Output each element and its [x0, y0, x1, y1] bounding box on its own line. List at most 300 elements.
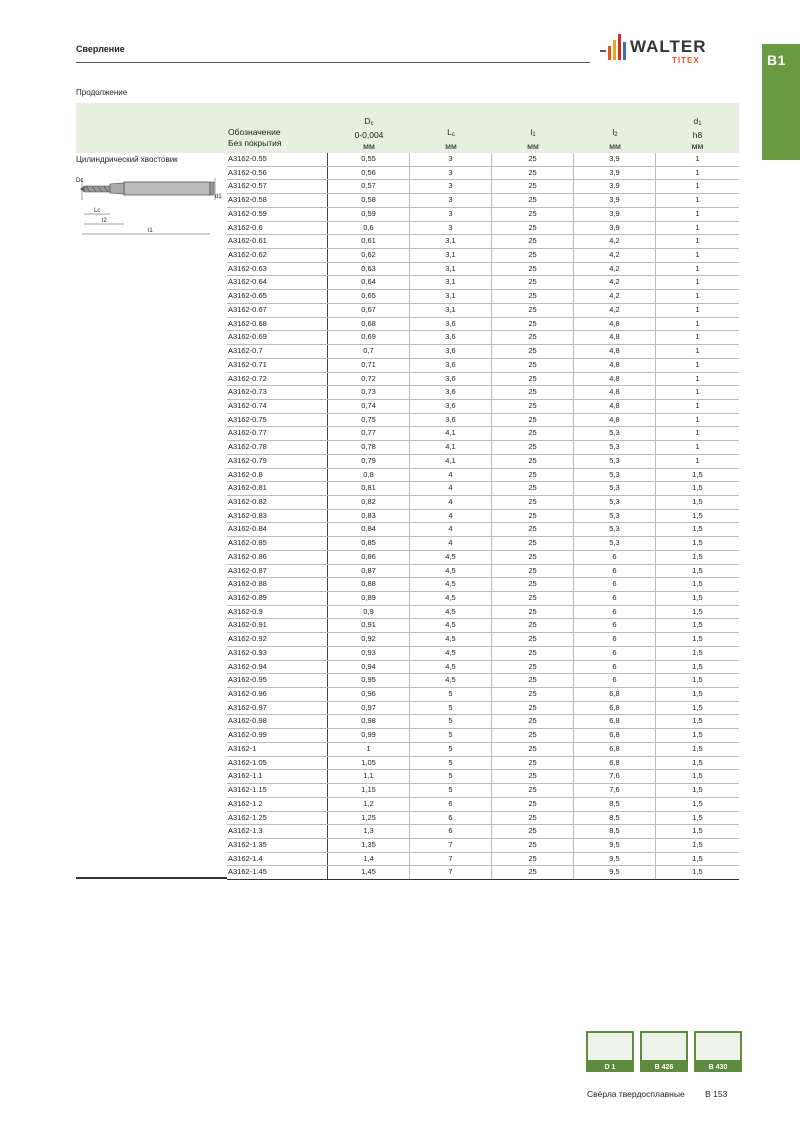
table-cell: 25	[492, 222, 574, 235]
table-cell: 25	[492, 427, 574, 440]
table-cell: 0,71	[328, 359, 410, 372]
table-cell: 0,92	[328, 633, 410, 646]
table-cell: 6	[574, 565, 656, 578]
table-row	[227, 194, 739, 208]
table-cell: 25	[492, 235, 574, 248]
table-row	[227, 441, 739, 455]
table-row	[227, 661, 739, 675]
table-cell: 4	[410, 496, 492, 509]
continuation-label: Продолжение	[76, 88, 128, 97]
table-cell: 25	[492, 167, 574, 180]
table-cell: 3,1	[410, 249, 492, 262]
table-cell: 9,5	[574, 866, 656, 879]
table-cell: A3162-0.93	[227, 647, 328, 660]
table-cell: 1	[695, 359, 700, 369]
table-cell: A3162-0.8	[227, 469, 328, 482]
table-cell: 1,5	[692, 839, 703, 849]
table-cell: 1	[695, 277, 700, 287]
table-cell: 1	[695, 442, 700, 452]
table-cell: 0,58	[328, 194, 410, 207]
table-cell: 1,5	[692, 826, 703, 836]
table-cell: 25	[492, 180, 574, 193]
table-cell: 0,56	[328, 167, 410, 180]
table-cell: 25	[492, 414, 574, 427]
column-header-l2: $l_2$ мм	[609, 127, 621, 151]
table-cell: 25	[492, 386, 574, 399]
table-cell: 0,69	[328, 331, 410, 344]
table-cell: 1,5	[692, 867, 703, 877]
table-cell: 7	[410, 853, 492, 866]
table-cell: 1,1	[328, 770, 410, 783]
table-cell: 4,5	[410, 647, 492, 660]
table-cell: 4,8	[574, 373, 656, 386]
table-cell: 0,55	[328, 153, 410, 166]
table-cell: 3,6	[410, 331, 492, 344]
table-cell: 1,5	[692, 689, 703, 699]
table-cell: A3162-0.88	[227, 578, 328, 591]
table-row	[227, 249, 739, 263]
table-cell: A3162-1.45	[227, 866, 328, 879]
table-cell: 0,82	[328, 496, 410, 509]
table-cell: 25	[492, 455, 574, 468]
table-cell: A3162-0.98	[227, 715, 328, 728]
table-cell: 25	[492, 496, 574, 509]
table-row	[227, 825, 739, 839]
table-cell: 3,9	[574, 222, 656, 235]
table-cell: 1	[695, 250, 700, 260]
table-cell: 6,8	[574, 715, 656, 728]
table-cell: 1,5	[692, 510, 703, 520]
table-cell: 3,6	[410, 359, 492, 372]
table-cell: 8,5	[574, 812, 656, 825]
table-cell: 0,91	[328, 619, 410, 632]
table-cell: A3162-0.92	[227, 633, 328, 646]
table-cell: 3	[410, 208, 492, 221]
table-cell: 5,3	[574, 427, 656, 440]
table-cell: 25	[492, 290, 574, 303]
table-cell: 25	[492, 592, 574, 605]
table-cell: A3162-1.2	[227, 798, 328, 811]
table-cell: 1,5	[692, 593, 703, 602]
table-cell: A3162-1.1	[227, 770, 328, 783]
table-cell: 0,67	[328, 304, 410, 317]
table-cell: 9,5	[574, 839, 656, 852]
walter-titex-logo	[600, 30, 750, 70]
table-cell: 1	[695, 222, 700, 232]
table-row	[227, 318, 739, 332]
table-cell: 7	[410, 839, 492, 852]
table-cell: 25	[492, 619, 574, 632]
table-cell: 6	[574, 674, 656, 687]
table-row	[227, 290, 739, 304]
table-row	[227, 757, 739, 771]
table-cell: 4,1	[410, 441, 492, 454]
table-cell: 0,81	[328, 482, 410, 495]
table-cell: 0,97	[328, 702, 410, 715]
table-cell: A3162-0.94	[227, 661, 328, 674]
table-row	[227, 743, 739, 757]
table-cell: A3162-0.83	[227, 510, 328, 523]
table-cell: 5	[410, 770, 492, 783]
table-cell: 5	[410, 688, 492, 701]
table-cell: 25	[492, 345, 574, 358]
table-row	[227, 674, 739, 688]
table-cell: 3	[410, 153, 492, 166]
table-cell: 6,8	[574, 757, 656, 770]
table-cell: 1	[695, 181, 700, 191]
table-cell: A3162-1.4	[227, 853, 328, 866]
table-cell: 1	[695, 387, 700, 397]
table-cell: 4,2	[574, 263, 656, 276]
table-row	[227, 770, 739, 784]
table-cell: A3162-0.9	[227, 606, 328, 619]
table-cell: 0,64	[328, 276, 410, 289]
table-cell: A3162-0.78	[227, 441, 328, 454]
table-cell: 0,87	[328, 565, 410, 578]
table-cell: 1,5	[692, 538, 703, 548]
table-cell: 6,8	[574, 688, 656, 701]
table-cell: A3162-0.89	[227, 592, 328, 605]
table-cell: 1	[695, 373, 700, 383]
table-cell: 1,5	[692, 812, 703, 822]
icon-label: B 430	[708, 1064, 728, 1071]
table-cell: 25	[492, 304, 574, 317]
table-cell: 1,5	[692, 606, 703, 616]
table-cell: 4	[410, 537, 492, 550]
reference-icons	[586, 1031, 742, 1072]
table-cell: 5,3	[574, 510, 656, 523]
column-header-d1: $d_1$ h8 мм	[691, 116, 704, 151]
table-cell: 4,5	[410, 619, 492, 632]
table-row	[227, 222, 739, 236]
table-cell: 1,5	[692, 743, 703, 753]
table-cell: 25	[492, 743, 574, 756]
table-cell: 1,5	[692, 730, 703, 740]
table-cell: 0,72	[328, 373, 410, 386]
table-cell: 4,8	[574, 359, 656, 372]
table-cell: 1,5	[692, 661, 703, 671]
table-cell: A3162-0.96	[227, 688, 328, 701]
table-cell: 5	[410, 702, 492, 715]
table-cell: 1,4	[328, 853, 410, 866]
table-cell: 1,5	[692, 496, 703, 506]
table-row	[227, 798, 739, 812]
table-cell: 1,5	[692, 579, 703, 589]
table-cell: 1	[695, 167, 700, 177]
icon-label: B 426	[654, 1064, 674, 1071]
svg-text:l1: l1	[148, 228, 153, 234]
info-icon-graphic	[696, 1033, 740, 1060]
table-cell: 1	[695, 428, 700, 438]
table-cell: 7,6	[574, 784, 656, 797]
table-cell: 1,5	[692, 675, 703, 685]
cutting-speed-icon-graphic	[642, 1033, 686, 1060]
table-cell: A3162-0.97	[227, 702, 328, 715]
table-cell: 6	[574, 647, 656, 660]
table-cell: 1,5	[692, 469, 703, 479]
table-cell: A3162-0.62	[227, 249, 328, 262]
table-cell: A3162-0.81	[227, 482, 328, 495]
table-cell: 4,5	[410, 606, 492, 619]
table-cell: 4	[410, 523, 492, 536]
table-cell: 6,8	[574, 743, 656, 756]
table-cell: 25	[492, 482, 574, 495]
table-cell: 6	[574, 578, 656, 591]
table-cell: 4,1	[410, 427, 492, 440]
table-cell: 0,7	[328, 345, 410, 358]
table-cell: 1,25	[328, 812, 410, 825]
table-row	[227, 647, 739, 661]
table-cell: 25	[492, 537, 574, 550]
svg-text:l2: l2	[102, 218, 107, 224]
table-cell: 0,84	[328, 523, 410, 536]
table-cell: 6	[410, 825, 492, 838]
info-icon[interactable]	[694, 1031, 742, 1072]
table-cell: A3162-0.84	[227, 523, 328, 536]
table-row	[227, 414, 739, 428]
logo-walter: WALTER	[630, 37, 707, 56]
table-cell: 6,8	[574, 702, 656, 715]
table-cell: 25	[492, 194, 574, 207]
table-row	[227, 537, 739, 551]
table-cell: A3162-0.57	[227, 180, 328, 193]
table-cell: 3,9	[574, 167, 656, 180]
table-cell: 3,6	[410, 400, 492, 413]
table-cell: A3162-0.73	[227, 386, 328, 399]
table-cell: 25	[492, 263, 574, 276]
table-cell: 0,63	[328, 263, 410, 276]
table-cell: 3	[410, 167, 492, 180]
svg-text:d1: d1	[215, 194, 222, 200]
table-cell: A3162-0.72	[227, 373, 328, 386]
drill-dimension-drawing	[74, 170, 224, 245]
table-cell: 1,5	[692, 551, 703, 561]
table-cell: 3	[410, 180, 492, 193]
table-cell: A3162-0.91	[227, 619, 328, 632]
footer-section: Свёрла твердосплавные	[587, 1089, 685, 1099]
table-cell: 0,6	[328, 222, 410, 235]
table-cell: 25	[492, 249, 574, 262]
table-cell: 1	[695, 332, 700, 342]
table-row	[227, 276, 739, 290]
table-row	[227, 263, 739, 277]
table-cell: 25	[492, 606, 574, 619]
table-cell: 5,3	[574, 496, 656, 509]
table-cell: A3162-0.87	[227, 565, 328, 578]
table-row	[227, 235, 739, 249]
table-cell: A3162-0.69	[227, 331, 328, 344]
svg-text:Dc: Dc	[76, 178, 84, 184]
table-cell: 1,2	[328, 798, 410, 811]
table-cell: 0,88	[328, 578, 410, 591]
table-cell: A3162-1.05	[227, 757, 328, 770]
table-row	[227, 688, 739, 702]
table-cell: A3162-0.79	[227, 455, 328, 468]
table-cell: 25	[492, 853, 574, 866]
shank-clamp-icon[interactable]	[586, 1031, 634, 1072]
table-row	[227, 208, 739, 222]
product-table	[227, 153, 739, 880]
table-cell: 5	[410, 784, 492, 797]
table-cell: 1,35	[328, 839, 410, 852]
table-row	[227, 427, 739, 441]
table-row	[227, 729, 739, 743]
table-cell: 25	[492, 565, 574, 578]
table-cell: 4,8	[574, 414, 656, 427]
table-cell: 9,5	[574, 853, 656, 866]
table-row	[227, 304, 739, 318]
table-cell: 25	[492, 729, 574, 742]
table-row	[227, 482, 739, 496]
table-cell: 1,5	[692, 647, 703, 657]
table-cell: A3162-0.61	[227, 235, 328, 248]
page-footer	[587, 1089, 727, 1099]
table-cell: 6	[574, 633, 656, 646]
table-cell: 4,2	[574, 276, 656, 289]
table-cell: 4,2	[574, 249, 656, 262]
table-cell: A3162-0.59	[227, 208, 328, 221]
shank-type-label: Цилиндрический хвостовик	[76, 155, 178, 164]
table-cell: 1,5	[692, 620, 703, 630]
table-cell: 0,83	[328, 510, 410, 523]
table-cell: A3162-0.68	[227, 318, 328, 331]
table-cell: 25	[492, 839, 574, 852]
table-cell: 0,96	[328, 688, 410, 701]
table-row	[227, 373, 739, 387]
table-cell: A3162-0.67	[227, 304, 328, 317]
table-cell: 5,3	[574, 455, 656, 468]
table-cell: 4,2	[574, 304, 656, 317]
table-cell: 0,65	[328, 290, 410, 303]
table-cell: 25	[492, 715, 574, 728]
table-row	[227, 812, 739, 826]
column-header-code: Обозначение Без покрытия	[228, 127, 282, 148]
table-row	[227, 784, 739, 798]
table-cell: 4,5	[410, 578, 492, 591]
table-row	[227, 167, 739, 181]
table-cell: 25	[492, 798, 574, 811]
table-cell: 0,68	[328, 318, 410, 331]
table-cell: 0,79	[328, 455, 410, 468]
table-bottom-rule	[76, 877, 227, 879]
column-header-lc: $L_c$ мм	[445, 127, 457, 151]
table-row	[227, 839, 739, 853]
table-cell: 6	[574, 606, 656, 619]
table-cell: 25	[492, 578, 574, 591]
table-cell: 4,8	[574, 386, 656, 399]
table-cell: 1	[695, 304, 700, 314]
table-cell: 6	[410, 798, 492, 811]
table-cell: A3162-0.75	[227, 414, 328, 427]
table-cell: 25	[492, 633, 574, 646]
table-row	[227, 592, 739, 606]
table-cell: A3162-1.3	[227, 825, 328, 838]
table-cell: A3162-1.25	[227, 812, 328, 825]
table-cell: 0,75	[328, 414, 410, 427]
table-cell: 4,5	[410, 565, 492, 578]
table-cell: A3162-0.86	[227, 551, 328, 564]
table-row	[227, 853, 739, 867]
table-cell: 4,8	[574, 331, 656, 344]
table-cell: 5,3	[574, 482, 656, 495]
table-row	[227, 345, 739, 359]
table-row	[227, 400, 739, 414]
table-cell: A3162-0.95	[227, 674, 328, 687]
table-row	[227, 496, 739, 510]
table-cell: A3162-0.7	[227, 345, 328, 358]
logo-titex: TITEX	[672, 56, 700, 65]
table-cell: 1,5	[692, 702, 703, 712]
table-cell: 25	[492, 331, 574, 344]
table-cell: 4,5	[410, 633, 492, 646]
table-row	[227, 702, 739, 716]
table-cell: 4	[410, 482, 492, 495]
table-row	[227, 386, 739, 400]
table-cell: 1,3	[328, 825, 410, 838]
table-cell: 1,15	[328, 784, 410, 797]
table-cell: 25	[492, 784, 574, 797]
table-cell: 1	[695, 414, 700, 424]
table-cell: 3,9	[574, 194, 656, 207]
table-cell: 4,8	[574, 345, 656, 358]
column-header-l1: $l_1$ мм	[527, 127, 539, 151]
table-cell: 1,5	[692, 634, 703, 644]
table-cell: 6	[574, 619, 656, 632]
table-cell: 25	[492, 523, 574, 536]
table-cell: 0,85	[328, 537, 410, 550]
svg-text:Lc: Lc	[94, 208, 101, 214]
table-cell: 25	[492, 702, 574, 715]
table-cell: 4,5	[410, 661, 492, 674]
table-cell: 25	[492, 208, 574, 221]
table-cell: 5	[410, 715, 492, 728]
table-cell: 25	[492, 825, 574, 838]
table-cell: 8,5	[574, 798, 656, 811]
table-cell: 1,5	[692, 716, 703, 726]
table-cell: 6	[410, 812, 492, 825]
table-cell: 0,86	[328, 551, 410, 564]
table-cell: 4,2	[574, 290, 656, 303]
table-cell: 1,5	[692, 565, 703, 575]
cutting-speed-icon[interactable]	[640, 1031, 688, 1072]
table-cell: 0,62	[328, 249, 410, 262]
page-header-title: Сверление	[76, 44, 125, 54]
table-row	[227, 331, 739, 345]
table-cell: 25	[492, 551, 574, 564]
table-row	[227, 510, 739, 524]
table-row	[227, 633, 739, 647]
table-cell: A3162-0.65	[227, 290, 328, 303]
table-cell: 8,5	[574, 825, 656, 838]
table-cell: 25	[492, 812, 574, 825]
table-cell: 1,5	[692, 757, 703, 767]
table-cell: 1	[695, 154, 700, 163]
table-row	[227, 578, 739, 592]
table-cell: A3162-0.55	[227, 153, 328, 166]
table-cell: 1,45	[328, 866, 410, 879]
table-cell: 25	[492, 510, 574, 523]
table-row	[227, 606, 739, 620]
table-cell: 6	[574, 551, 656, 564]
table-cell: A3162-0.71	[227, 359, 328, 372]
table-cell: 3	[410, 222, 492, 235]
table-cell: 1	[695, 455, 700, 465]
table-cell: 4,1	[410, 455, 492, 468]
table-cell: A3162-1.35	[227, 839, 328, 852]
table-cell: 25	[492, 674, 574, 687]
table-cell: 3,9	[574, 153, 656, 166]
table-cell: 3,6	[410, 318, 492, 331]
